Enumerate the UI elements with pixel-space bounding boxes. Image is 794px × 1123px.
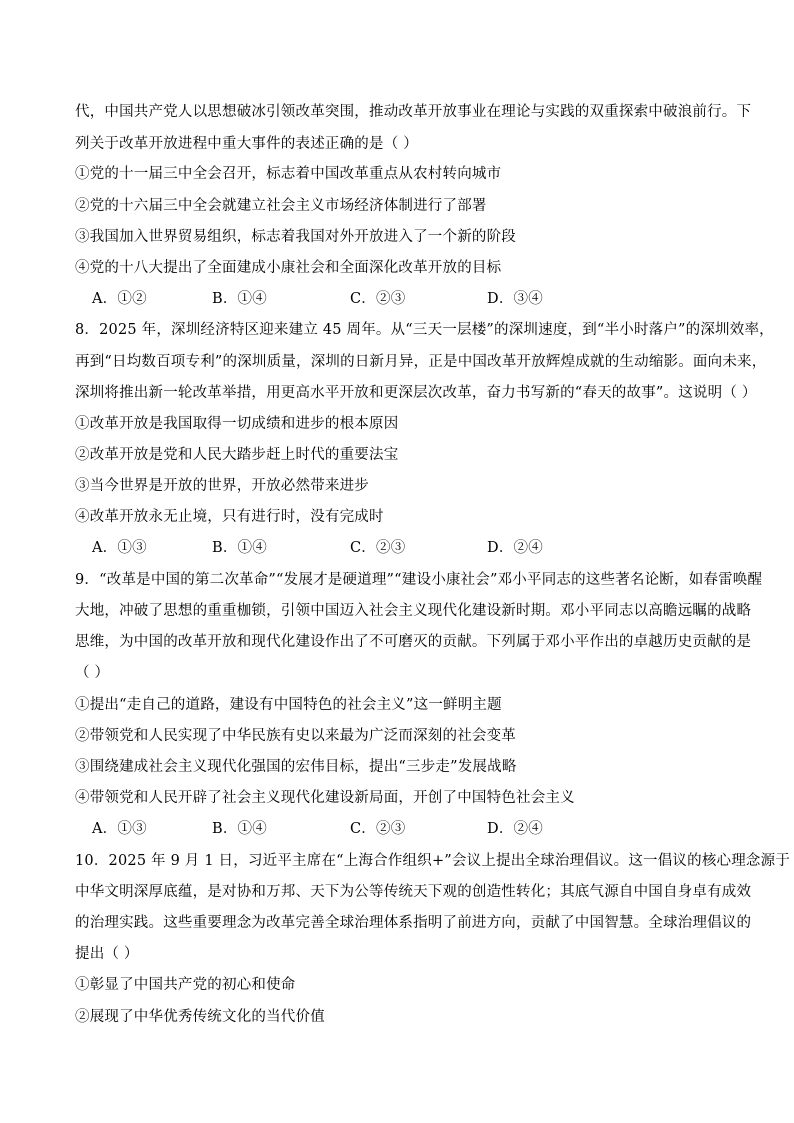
q9-option-d[interactable]: D．②④ [487,821,543,837]
q8-option-d[interactable]: D．②④ [487,540,543,556]
q8-stem-line-1: 8．2025 年，深圳经济特区迎来建立 45 周年。从“三天一层楼”的深圳速度，到“半小时落户”的深圳效率， [75,322,774,338]
q8-stem-line-3: 深圳将推出新一轮改革举措，用更高水平开放和更深层次改革，奋力书写新的“春天的故事”。这说明（ ） [75,385,757,401]
q7-option-d[interactable]: D．③④ [487,291,543,307]
q7-statement-1: ①党的十一届三中全会召开，标志着中国改革重点从农村转向城市 [75,166,502,182]
q8-option-a[interactable]: A．①③ [92,540,147,556]
q7-statement-3: ③我国加入世界贸易组织，标志着我国对外开放进入了一个新的阶段 [75,229,516,245]
q7-statement-4: ④党的十八大提出了全面建成小康社会和全面深化改革开放的目标 [75,260,502,276]
q8-statement-4: ④改革开放永无止境，只有进行时，没有完成时 [75,509,384,525]
q10-stem-line-3: 的治理实践。这些重要理念为改革完善全球治理体系指明了前进方向，贡献了中国智慧。全球治理倡议的 [75,915,752,931]
q8-option-b[interactable]: B．①④ [212,540,267,556]
q9-stem-line-1: 9．“改革是中国的第二次革命”“发展才是硬道理”“建设小康社会”邓小平同志的这些著名论断，如春雷唤醒 [75,572,763,588]
q8-statement-2: ②改革开放是党和人民大踏步赶上时代的重要法宝 [75,447,399,463]
q9-statement-1: ①提出“走自己的道路，建设有中国特色的社会主义”这一鲜明主题 [75,697,502,713]
q7-option-c[interactable]: C．②③ [350,291,406,307]
q8-stem-line-2: 再到“日均数百项专利”的深圳质量，深圳的日新月异，正是中国改革开放辉煌成就的生动缩影。面向未来， [75,354,767,370]
q10-stem-line-2: 中华文明深厚底蕴，是对协和万邦、天下为公等传统天下观的创造性转化；其底气源自中国自身卓有成效 [75,884,752,900]
q10-stem-line-1: 10．2025 年 9 月 1 日，习近平主席在“上海合作组织+”会议上提出全球治理倡议。这一倡议的核心理念源于 [75,853,791,869]
q9-option-c[interactable]: C．②③ [350,821,406,837]
q9-stem-line-3: 思维，为中国的改革开放和现代化建设作出了不可磨灭的贡献。下列属于邓小平作出的卓越历史贡献的是 [75,634,752,650]
q9-option-b[interactable]: B．①④ [212,821,267,837]
q8-statement-1: ①改革开放是我国取得一切成绩和进步的根本原因 [75,416,399,432]
q7-stem-line-2: 列关于改革开放进程中重大事件的表述正确的是（ ） [75,136,418,152]
q9-option-a[interactable]: A．①③ [92,821,147,837]
q10-statement-2: ②展现了中华优秀传统文化的当代价值 [75,1009,325,1025]
q9-statement-3: ③围绕建成社会主义现代化强国的宏伟目标，提出“三步走”发展战略 [75,759,517,775]
q10-statement-1: ①彰显了中国共产党的初心和使命 [75,977,296,993]
q10-stem-line-4: 提出（ ） [75,946,139,962]
q9-statement-2: ②带领党和人民实现了中华民族有史以来最为广泛而深刻的社会变革 [75,728,516,744]
q8-option-c[interactable]: C．②③ [350,540,406,556]
q9-stem-line-2: 大地，冲破了思想的重重枷锁，引领中国迈入社会主义现代化建设新时期。邓小平同志以高瞻远瞩的战略 [75,603,752,619]
q7-option-a[interactable]: A．①② [92,291,147,307]
q9-stem-line-4: （ ） [75,665,110,681]
q7-option-b[interactable]: B．①④ [212,291,267,307]
q7-stem-line-1: 代，中国共产党人以思想破冰引领改革突围，推动改革开放事业在理论与实践的双重探索中破浪前行。下 [75,104,752,120]
q9-statement-4: ④带领党和人民开辟了社会主义现代化建设新局面，开创了中国特色社会主义 [75,790,575,806]
q7-statement-2: ②党的十六届三中全会就建立社会主义市场经济体制进行了部署 [75,198,487,214]
q8-statement-3: ③当今世界是开放的世界，开放必然带来进步 [75,478,369,494]
